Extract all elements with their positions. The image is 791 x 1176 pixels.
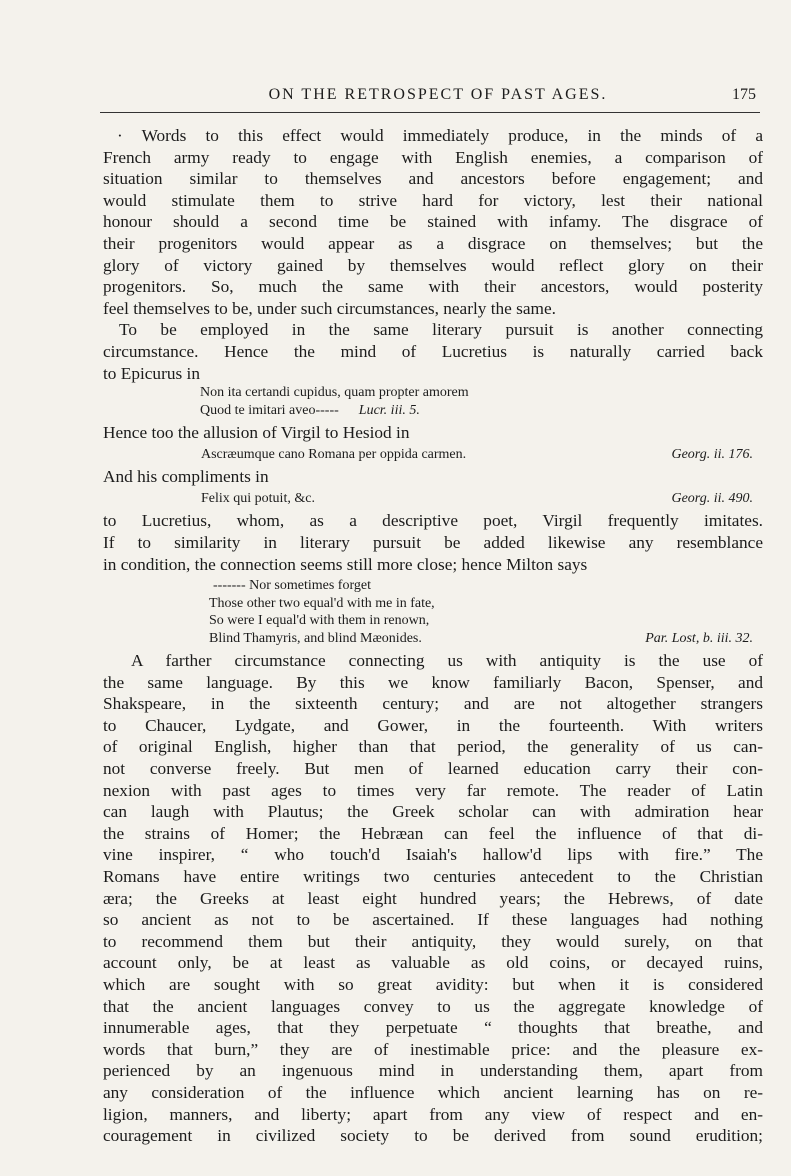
text-line: nexion with past ages to times very far remote. The reader of Latin [103, 780, 763, 800]
quote-line: So were I equal'd with them in renown, [209, 613, 430, 629]
paragraph-3 [103, 510, 763, 575]
text-line: progenitors. So, much the same with their ancestors, would posterity [103, 277, 763, 297]
page-header [100, 86, 760, 113]
text-line: so ancient as not to be ascertained. If these languages had nothing [103, 910, 763, 930]
text-line: would stimulate them to strive hard for victory, lest their national [103, 190, 763, 210]
paragraph-1 [103, 125, 763, 319]
quote-line: Blind Thamyris, and blind Mæonides. [209, 630, 422, 646]
text-line: in condition, the connection seems still more close; hence Milton says [103, 554, 588, 574]
quote-citation: Lucr. iii. 5. [358, 402, 420, 418]
text-line: If to similarity in literary pursuit be added likewise any resemblance [103, 532, 763, 552]
text-line: that the ancient languages convey to us the aggregate knowledge of [103, 996, 763, 1016]
quote-line: Those other two equal'd with me in fate, [209, 595, 435, 611]
text-line: the strains of Homer; the Hebræan can feel the influence of that di- [103, 823, 763, 843]
text-line: not converse freely. But men of learned education carry their con- [103, 759, 763, 779]
text-line: can laugh with Plautus; the Greek scholar can with admiration hear [103, 802, 763, 822]
quote-lucretius [103, 384, 763, 419]
quote-citation: Georg. ii. 490. [671, 490, 753, 506]
text-line: to Lucretius, whom, as a descriptive poet, Virgil frequently imitates. [103, 511, 763, 531]
quote-citation: Georg. ii. 176. [671, 446, 753, 462]
text-line: ligion, manners, and liberty; apart from any view of respect and en- [103, 1104, 763, 1124]
text-line: And his compliments in [103, 467, 269, 487]
text-line: of original English, higher than that period, the generality of us can- [103, 737, 763, 757]
text-line: Hence too the allusion of Virgil to Hesiod in [103, 423, 410, 443]
text-line: to recommend them but their antiquity, they would surely, on that [103, 931, 763, 951]
text-line: French army ready to engage with English enemies, a comparison of [103, 147, 763, 167]
text-line: situation similar to themselves and ancestors before engagement; and [103, 169, 763, 189]
text-line: which are sought with so great avidity: but when it is considered [103, 975, 763, 994]
quote-line: Quod te imitari aveo----- [200, 402, 339, 418]
text-line: Shakspeare, in the sixteenth century; and are not altogether strangers [103, 694, 763, 714]
text-line: to Chaucer, Lydgate, and Gower, in the fourteenth. With writers [103, 715, 763, 735]
text-line: circumstance. Hence the mind of Lucretius is naturally carried back [103, 341, 763, 361]
text-line: To be employed in the same literary pursuit is another connecting [119, 320, 763, 340]
text-line: their progenitors would appear as a disgrace on themselves; but the [103, 233, 763, 253]
quote-line: Ascræumque cano Romana per oppida carmen. [201, 446, 467, 462]
quote-citation: Par. Lost, b. iii. 32. [645, 630, 753, 646]
text-line: · Words to this effect would immediately produce, in the minds of a [117, 126, 763, 145]
text-line: to Epicurus in [103, 363, 200, 383]
text-line: æra; the Greeks at least eight hundred years; the Hebrews, of date [103, 888, 763, 908]
page-number: 175 [732, 86, 756, 103]
text-line: A farther circumstance connecting us with antiquity is the use of [131, 651, 763, 671]
text-line: glory of victory gained by themselves would reflect glory on their [103, 255, 763, 275]
text-line: honour should a second time be stained with infamy. The disgrace of [103, 212, 763, 232]
quote-virgil-georgics [103, 446, 763, 464]
text-line: Romans have entire writings two centuries antecedent to the Christian [103, 867, 763, 887]
text-line: words that burn,” they are of inestimable price: and the pleasure ex- [103, 1039, 763, 1059]
body-text [103, 125, 763, 1147]
paragraph-2 [103, 319, 763, 384]
text-line: any consideration of the influence which ancient learning has on re- [103, 1082, 763, 1102]
quote-milton [103, 577, 763, 647]
text-line: the same language. By this we know familiarly Bacon, Spenser, and [103, 672, 763, 692]
quote-felix [103, 490, 763, 508]
running-title: ON THE RETROSPECT OF PAST AGES. [268, 86, 608, 103]
text-line: feel themselves to be, under such circumstances, nearly the same. [103, 298, 556, 318]
quote-line: Non ita certandi cupidus, quam propter amorem [200, 385, 469, 401]
text-line: innumerable ages, that they perpetuate “ thoughts that breathe, and [103, 1018, 763, 1038]
text-line: account only, be at least as valuable as old coins, or decayed ruins, [103, 953, 763, 973]
paragraph-4 [103, 650, 763, 1147]
text-line: vine inspirer, “ who touch'd Isaiah's hallow'd lips with fire.” The [103, 845, 763, 865]
text-line: perienced by an ingenuous mind in understanding them, apart from [103, 1061, 763, 1081]
text-line: couragement in civilized society to be derived from sound erudition; [103, 1126, 763, 1146]
quote-line: ------- Nor sometimes forget [213, 578, 371, 594]
quote-line: Felix qui potuit, &c. [201, 490, 315, 506]
